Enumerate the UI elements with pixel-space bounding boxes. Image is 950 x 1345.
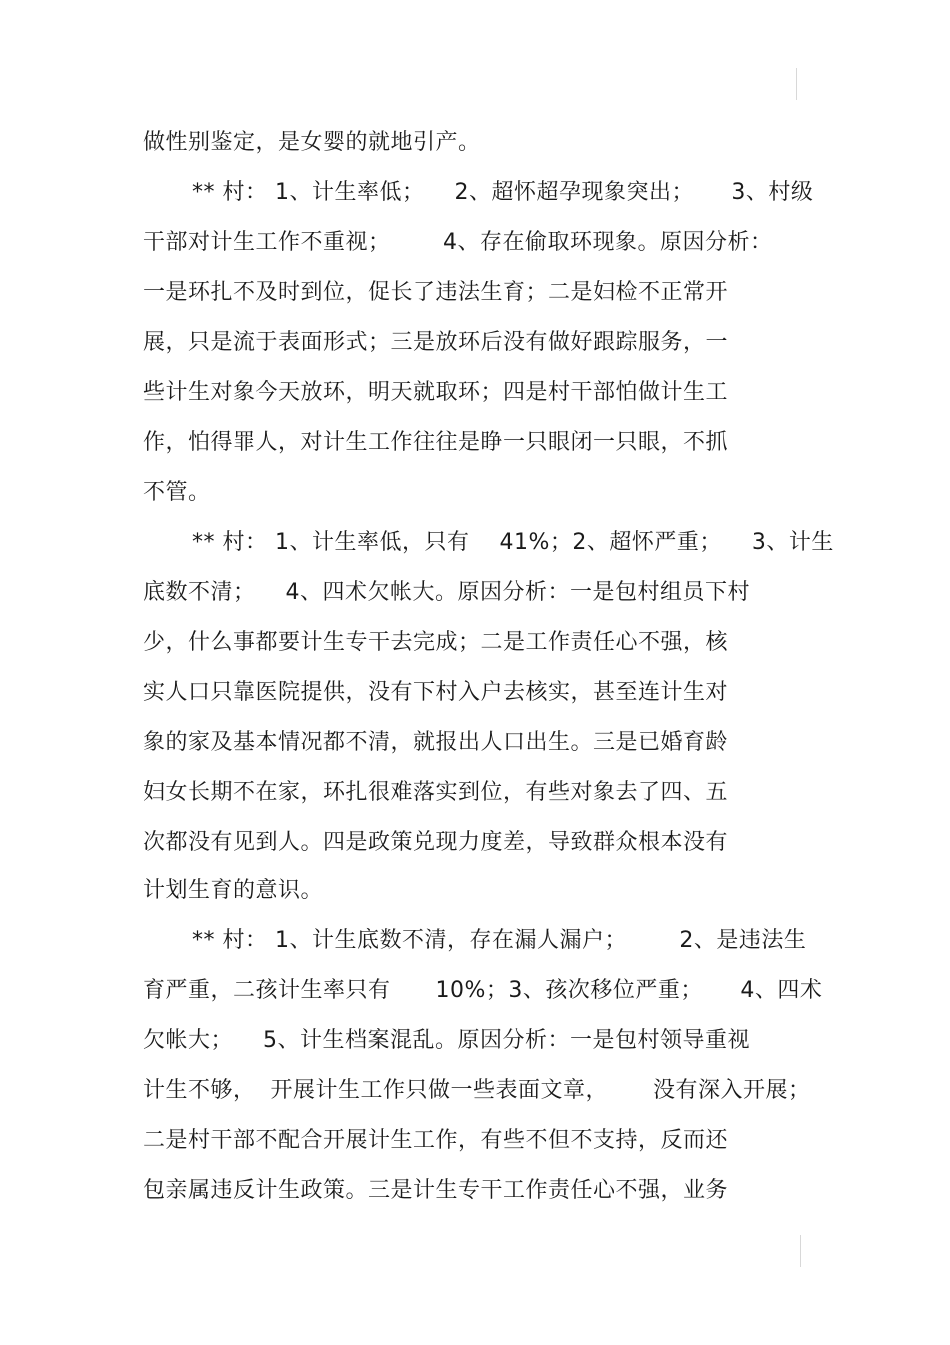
bottom-right-margin-mark (800, 1235, 801, 1267)
text-line-10: 底数不清； 4、四术欠帐大。原因分析：一是包村组员下村 (143, 580, 750, 605)
text-line-7: 作，怕得罪人，对计生工作往往是睁一只眼闭一只眼，不抓 (143, 430, 729, 455)
text-line-19: 欠帐大； 5、计生档案混乱。原因分析：一是包村领导重视 (143, 1028, 750, 1053)
text-line-22: 包亲属违反计生政策。三是计生专干工作责任心不强，业务 (143, 1178, 729, 1203)
text-line-16: 计划生育的意识。 (143, 878, 324, 903)
text-line-15: 次都没有见到人。四是政策兑现力度差，导致群众根本没有 (143, 830, 729, 855)
text-line-1: 做性别鉴定，是女婴的就地引产。 (143, 130, 481, 155)
top-right-margin-mark (796, 68, 797, 100)
text-line-8: 不管。 (143, 480, 211, 505)
text-line-5: 展，只是流于表面形式；三是放环后没有做好跟踪服务，一 (143, 330, 729, 355)
text-line-6: 些计生对象今天放环，明天就取环；四是村干部怕做计生工 (143, 380, 729, 405)
text-line-14: 妇女长期不在家，环扎很难落实到位，有些对象去了四、五 (143, 780, 729, 805)
text-line-18: 育严重，二孩计生率只有 10%；3、孩次移位严重； 4、四术 (143, 978, 823, 1003)
text-line-20: 计生不够， 开展计生工作只做一些表面文章， 没有深入开展； (143, 1078, 811, 1103)
text-line-9: ** 村： 1、计生率低，只有 41%；2、超怀严重； 3、计生 (192, 530, 834, 555)
text-line-17: ** 村： 1、计生底数不清，存在漏人漏户； 2、是违法生 (192, 928, 807, 953)
text-line-12: 实人口只靠医院提供，没有下村入户去核实，甚至连计生对 (143, 680, 729, 705)
text-line-13: 象的家及基本情况都不清，就报出人口出生。三是已婚育龄 (143, 730, 729, 755)
text-line-21: 二是村干部不配合开展计生工作，有些不但不支持，反而还 (143, 1128, 729, 1153)
text-line-3: 干部对计生工作不重视； 4、存在偷取环现象。原因分析： (143, 230, 773, 255)
text-line-2: ** 村： 1、计生率低； 2、超怀超孕现象突出； 3、村级 (192, 180, 814, 205)
text-line-4: 一是环扎不及时到位，促长了违法生育；二是妇检不正常开 (143, 280, 729, 305)
text-line-11: 少，什么事都要计生专干去完成；二是工作责任心不强，核 (143, 630, 729, 655)
